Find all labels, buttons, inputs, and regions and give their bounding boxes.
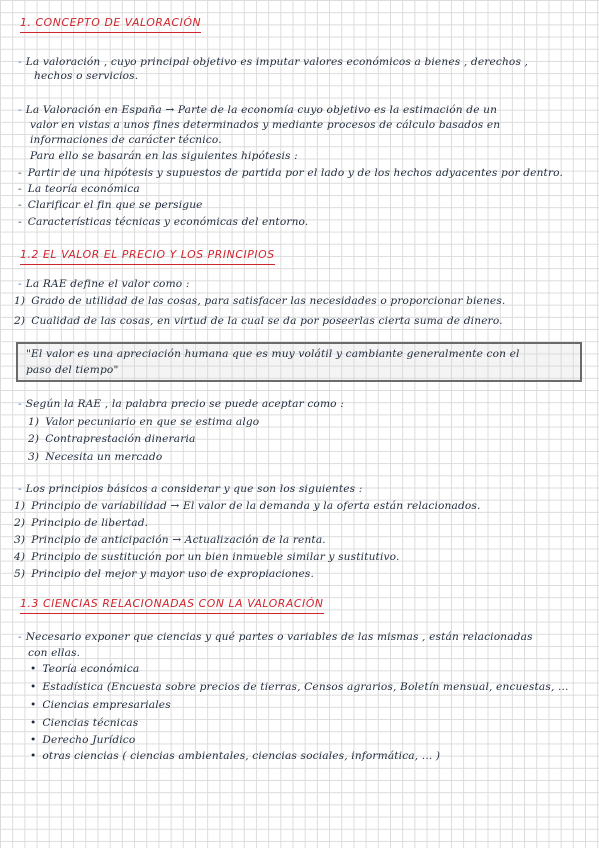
principle-item-2: 2) Principio de libertad. [14, 517, 149, 529]
principle-item-5: 5) Principio del mejor y mayor uso de expropiaciones. [14, 568, 315, 580]
rae-intro: - La RAE define el valor como : [18, 278, 190, 290]
science-item-4: • Ciencias técnicas [30, 717, 139, 729]
definition-line-1: - La valoración , cuyo principal objetivo es imputar valores económicos a bienes , derechos , [18, 56, 529, 68]
section-1-title: 1. CONCEPTO DE VALORACIÓN [20, 16, 202, 29]
section-3-title: 1.3 CIENCIAS RELACIONADAS CON LA VALORACIÓN [20, 597, 324, 610]
principle-item-1: 1) Principio de variabilidad → El valor de la demanda y la oferta están relacionados. [14, 500, 481, 512]
section-3-heading [20, 597, 324, 611]
quote-line-2: paso del tiempo" [26, 364, 119, 376]
rae-definition-1: 1) Grado de utilidad de las cosas, para satisfacer las necesidades o proporcionar bienes. [14, 295, 506, 307]
section-1-heading [20, 16, 201, 30]
spain-line-1: - La Valoración en España → Parte de la economía cuyo objetivo es la estimación de un [18, 104, 498, 116]
definition-line-2: hechos o servicios. [34, 70, 139, 82]
heading-underline [20, 264, 275, 265]
science-item-5: • Derecho Jurídico [30, 734, 136, 746]
spain-line-4: Para ello se basarán en las siguientes hipótesis : [30, 150, 298, 162]
science-item-3: • Ciencias empresariales [30, 699, 171, 711]
principle-item-3: 3) Principio de anticipación → Actualización de la renta. [14, 534, 326, 546]
heading-underline [20, 613, 324, 614]
sciences-intro-2: con ellas. [28, 647, 81, 659]
principles-intro: - Los principios básicos a considerar y que son los siguientes : [18, 483, 363, 495]
quote-box [16, 342, 582, 382]
hypothesis-item-4: - Características técnicas y económicas del entorno. [18, 216, 309, 228]
precio-item-1: 1) Valor pecuniario en que se estima algo [28, 416, 260, 428]
spain-line-2: valor en vistas a unos fines determinados y mediante procesos de cálculo basados en [30, 119, 501, 131]
science-item-1: • Teoría económica [30, 663, 140, 675]
hypothesis-item-2: - La teoría económica [18, 183, 140, 195]
principle-item-4: 4) Principio de sustitución por un bien inmueble similar y sustitutivo. [14, 551, 400, 563]
precio-item-2: 2) Contraprestación dineraria [28, 433, 196, 445]
heading-underline [20, 32, 201, 33]
precio-intro: - Según la RAE , la palabra precio se puede aceptar como : [18, 398, 344, 410]
quote-line-1: "El valor es una apreciación humana que es muy volátil y cambiante generalmente con el [26, 348, 520, 360]
section-2-title: 1.2 EL VALOR EL PRECIO Y LOS PRINCIPIOS [20, 248, 275, 261]
science-item-2: • Estadística (Encuesta sobre precios de tierras, Censos agrarios, Boletín mensual, encuestas, ... [30, 681, 569, 693]
spain-line-3: informaciones de carácter técnico. [30, 134, 222, 146]
precio-item-3: 3) Necesita un mercado [28, 451, 163, 463]
sciences-intro-1: - Necesario exponer que ciencias y qué partes o variables de las mismas , están relacionadas [18, 631, 533, 643]
hypothesis-item-1: - Partir de una hipótesis y supuestos de partida por el lado y de los hechos adyacentes por dentro. [18, 167, 564, 179]
hypothesis-item-3: - Clarificar el fin que se persigue [18, 199, 203, 211]
section-2-heading [20, 248, 275, 262]
rae-definition-2: 2) Cualidad de las cosas, en virtud de la cual se da por poseerlas cierta suma de dinero. [14, 315, 503, 327]
science-item-6: • otras ciencias ( ciencias ambientales, ciencias sociales, informática, ... ) [30, 750, 441, 762]
